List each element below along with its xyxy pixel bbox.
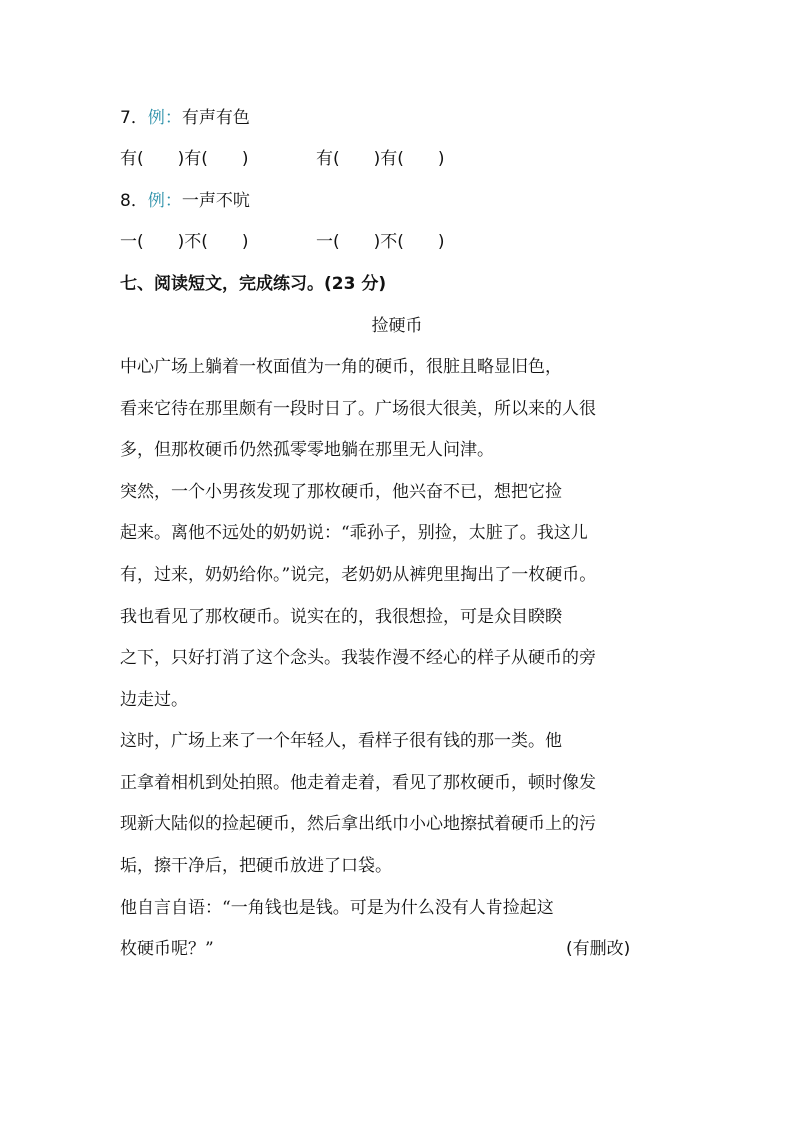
- source-note: (有删改): [566, 939, 631, 959]
- q8-blank-a[interactable]: 一( )不( ): [120, 232, 249, 252]
- q8-example-label: 例：: [147, 191, 182, 211]
- passage-line: 他自言自语：“一角钱也是钱。可是为什么没有人肯捡起这: [120, 898, 554, 918]
- passage-line: 突然，一个小男孩发现了那枚硬币，他兴奋不已，想把它捡: [120, 482, 562, 502]
- passage-line: 垢，擦干净后，把硬币放进了口袋。: [120, 856, 392, 876]
- passage-line: 起来。离他不远处的奶奶说：“乖孙子，别捡，太脏了。我这儿: [120, 523, 588, 543]
- q8-example-text: 一声不吭: [181, 191, 250, 211]
- passage-line: 边走过。: [120, 690, 188, 710]
- passage-line: 看来它待在那里颇有一段时日了。广场很大很美，所以来的人很: [120, 399, 596, 419]
- passage-title: 捡硬币: [371, 316, 423, 336]
- section-heading: 七、阅读短文，完成练习。(23 分): [120, 274, 387, 294]
- q7-example: [120, 106, 250, 130]
- q7-example-label: 例：: [147, 108, 182, 128]
- passage-line: 正拿着相机到处拍照。他走着走着，看见了那枚硬币，顿时像发: [120, 773, 596, 793]
- passage-line: 之下，只好打消了这个念头。我装作漫不经心的样子从硬币的旁: [120, 648, 596, 668]
- passage-line: 多，但那枚硬币仍然孤零零地躺在那里无人问津。: [120, 440, 494, 460]
- passage-line: 我也看见了那枚硬币。说实在的，我很想捡，可是众目睽睽: [120, 607, 562, 627]
- passage-line: 有，过来，奶奶给你。”说完，老奶奶从裤兜里掏出了一枚硬币。: [120, 565, 597, 585]
- q7-example-text: 有声有色: [181, 108, 250, 128]
- passage-line: 这时，广场上来了一个年轻人，看样子很有钱的那一类。他: [120, 731, 562, 751]
- passage-line: 现新大陆似的捡起硬币，然后拿出纸巾小心地擦拭着硬币上的污: [120, 814, 596, 834]
- q8-blank-b[interactable]: 一( )不( ): [316, 232, 445, 252]
- q7-blank-b[interactable]: 有( )有( ): [316, 149, 445, 169]
- passage-line: 中心广场上躺着一枚面值为一角的硬币，很脏且略显旧色，: [120, 357, 562, 377]
- q8-example: [120, 189, 250, 213]
- q7-number: 7．: [120, 108, 148, 128]
- q7-blank-a[interactable]: 有( )有( ): [120, 149, 249, 169]
- q8-number: 8．: [120, 191, 148, 211]
- passage-line: 枚硬币呢？”: [120, 939, 214, 959]
